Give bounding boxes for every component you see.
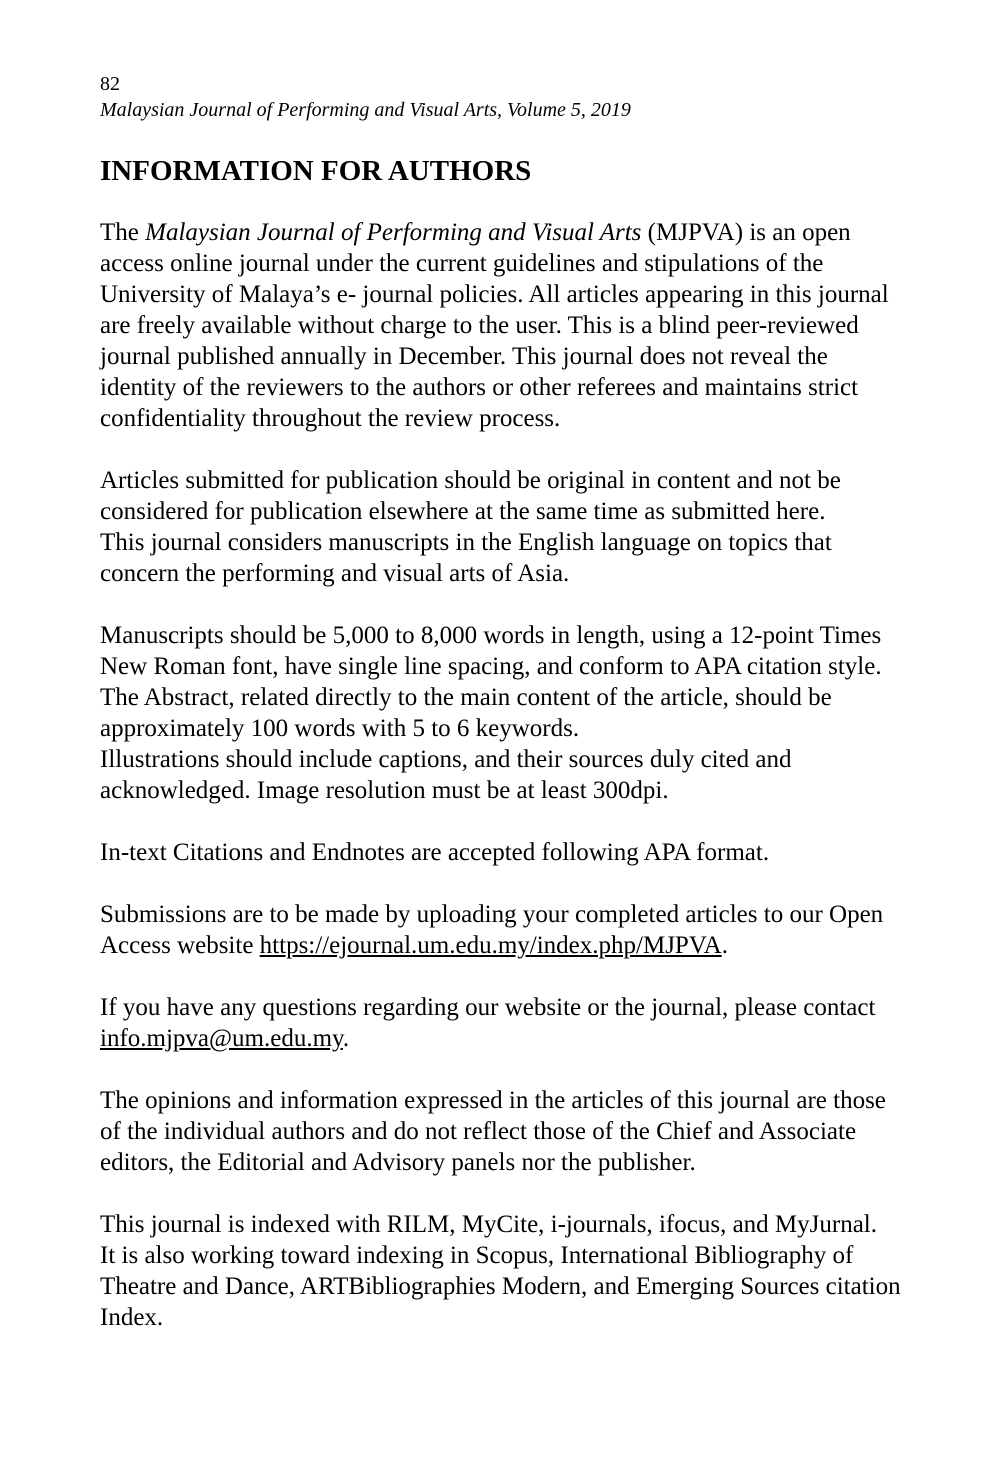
paragraph	[100, 217, 923, 434]
paragraph	[100, 899, 923, 961]
paragraph	[100, 1209, 923, 1333]
page-number: 82	[100, 73, 120, 95]
text-line	[100, 1240, 923, 1271]
text-run: identity of the reviewers to the authors or other referees and maintains strict	[100, 374, 859, 401]
text-line	[100, 1302, 923, 1333]
text-line	[100, 1147, 923, 1178]
text-run: This journal is indexed with RILM, MyCite, i-journals, ifocus, and MyJurnal.	[100, 1211, 877, 1238]
text-run: Theatre and Dance, ARTBibliographies Modern, and Emerging Sources citation	[100, 1273, 901, 1300]
text-line	[100, 341, 923, 372]
text-line	[100, 713, 923, 744]
text-line	[100, 527, 923, 558]
text-line	[100, 837, 923, 868]
text-line	[100, 217, 923, 248]
italic-text: Malaysian Journal of Performing and Visual Arts	[145, 219, 642, 246]
text-run: approximately 100 words with 5 to 6 keywords.	[100, 715, 580, 742]
text-run: considered for publication elsewhere at the same time as submitted here.	[100, 498, 826, 525]
text-run: .	[721, 932, 728, 959]
text-line	[100, 992, 923, 1023]
paragraph	[100, 1085, 923, 1178]
text-line	[100, 372, 923, 403]
paragraph	[100, 620, 923, 806]
text-line	[100, 651, 923, 682]
text-line	[100, 1085, 923, 1116]
text-run: The Abstract, related directly to the main content of the article, should be	[100, 684, 832, 711]
text-run: Access website	[100, 932, 260, 959]
text-line	[100, 1209, 923, 1240]
text-line	[100, 744, 923, 775]
contact-email-link[interactable]: info.mjpva@um.edu.my	[100, 1025, 343, 1052]
text-run: .	[342, 1025, 350, 1052]
text-run: New Roman font, have single line spacing, and conform to APA citation style.	[100, 653, 882, 680]
text-line	[100, 930, 923, 961]
page-title: INFORMATION FOR AUTHORS	[100, 155, 532, 187]
text-line	[100, 279, 923, 310]
text-line	[100, 620, 923, 651]
text-run: In-text Citations and Endnotes are accepted following APA format.	[100, 839, 770, 866]
text-line	[100, 465, 923, 496]
text-run: The opinions and information expressed in the articles of this journal are those	[100, 1087, 886, 1114]
text-run: Manuscripts should be 5,000 to 8,000 words in length, using a 12-point Times	[100, 622, 882, 649]
paragraph	[100, 992, 923, 1054]
body-text	[100, 217, 923, 1333]
text-run: Index.	[100, 1304, 164, 1331]
text-line	[100, 899, 923, 930]
text-line	[100, 310, 923, 341]
journal-website-link[interactable]: https://ejournal.um.edu.my/index.php/MJPVA	[259, 932, 722, 959]
text-run: access online journal under the current guidelines and stipulations of the	[100, 250, 824, 277]
text-run: University of Malaya’s e- journal policies. All articles appearing in this journal	[100, 281, 889, 308]
running-head: Malaysian Journal of Performing and Visual Arts, Volume 5, 2019	[100, 99, 631, 121]
text-run: editors, the Editorial and Advisory panels nor the publisher.	[100, 1149, 696, 1176]
text-run: are freely available without charge to the user. This is a blind peer-reviewed	[100, 312, 859, 339]
text-run: It is also working toward indexing in Scopus, International Bibliography of	[100, 1242, 854, 1269]
paragraph	[100, 837, 923, 868]
text-run: of the individual authors and do not reflect those of the Chief and Associate	[100, 1118, 857, 1145]
text-run: concern the performing and visual arts of Asia.	[100, 560, 570, 587]
text-run: confidentiality throughout the review process.	[100, 405, 561, 432]
text-run: Articles submitted for publication should be original in content and not be	[100, 467, 841, 494]
text-run: journal published annually in December. This journal does not reveal the	[100, 343, 828, 370]
text-run: The	[100, 219, 146, 246]
text-run: Illustrations should include captions, and their sources duly cited and	[100, 746, 792, 773]
text-line	[100, 1023, 923, 1054]
text-line	[100, 403, 923, 434]
text-line	[100, 496, 923, 527]
text-run: Submissions are to be made by uploading your completed articles to our Open	[100, 901, 884, 928]
text-run: (MJPVA) is an open	[641, 219, 851, 246]
text-run: This journal considers manuscripts in the English language on topics that	[100, 529, 832, 556]
text-line	[100, 558, 923, 589]
text-line	[100, 775, 923, 806]
text-line	[100, 1116, 923, 1147]
text-line	[100, 1271, 923, 1302]
paragraph	[100, 465, 923, 589]
text-line	[100, 248, 923, 279]
text-run: If you have any questions regarding our website or the journal, please contact	[100, 994, 876, 1021]
text-run: acknowledged. Image resolution must be at least 300dpi.	[100, 777, 669, 804]
text-line	[100, 682, 923, 713]
